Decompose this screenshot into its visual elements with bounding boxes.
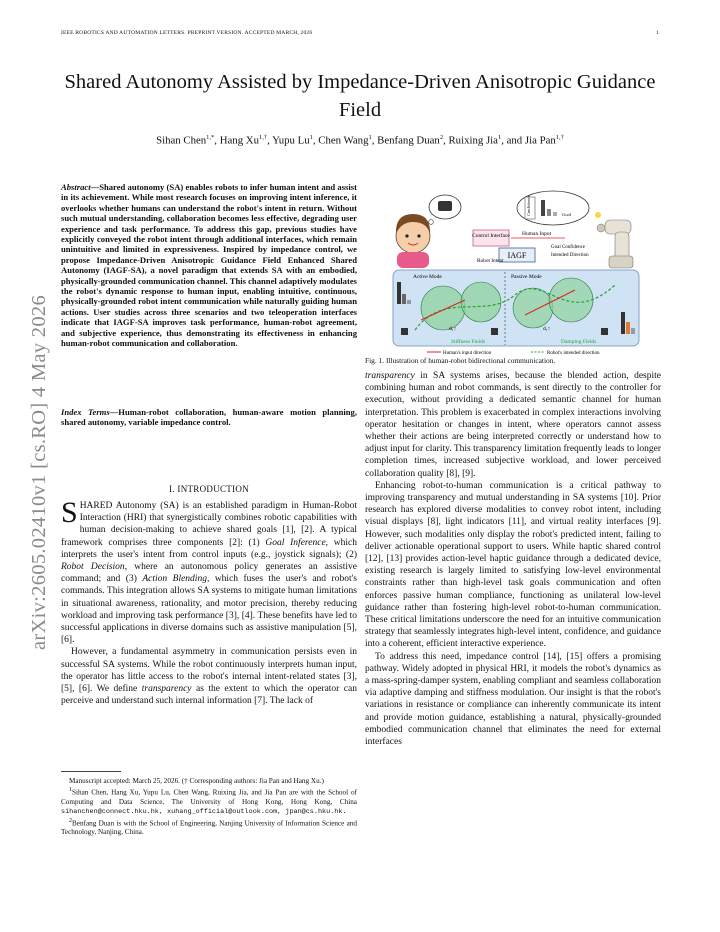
intro-left-column: [61, 496, 357, 707]
p1-text-b: , which interprets the user's intent from control inputs (e.g., joystick signals); (2): [61, 537, 357, 560]
figure-1: [365, 190, 657, 356]
footnote-3: [61, 817, 357, 838]
author-affiliation-mark: 1,†: [555, 134, 564, 141]
footnote-1: Manuscript accepted: March 25, 2026. († Corresponding authors: Jia Pan and Hang Xu.): [69, 777, 324, 785]
d1-label-left: d₁↑: [449, 326, 457, 332]
right-paragraph-3: To address this need, impedance control [14], [15] offers a promising pathway. Widely adopted in physical HRI, it models the robot's dynamics as a mass-spring-damper system, enabling compliant and seamless collaboration via adaptive damping and stiffness modulation. Our insight is that the robot's variations in resistance or compliance can inherently communicate its intent and provide motion guidance, establishing a natural, physically-grounded embodied communication channel that eliminates the need for external interfaces: [365, 651, 661, 748]
d1-label-right: d₁↑: [543, 326, 551, 332]
term-transparency: transparency: [141, 684, 192, 695]
author-name: Yupu Lu: [272, 134, 310, 147]
term-action-blending: Action Blending: [142, 574, 207, 585]
index-terms: [61, 407, 357, 428]
author-affiliation-mark: 1,*: [206, 134, 215, 141]
author-affiliation-mark: 2: [439, 134, 444, 141]
author-list: Sihan Chen$^{1,*}$, Hang $Xu^{1,\dagger}$, Yupu Lu$^1$, Chen Wang$^1$, Benfang Duan$^2$, Ruixing Jia$^1$, and Jia Pan$^{1,\dagger}$: [156, 134, 564, 147]
footnote-emails: sihanchen@connect.hku.hk, xuhang_official@outlook.com, jpan@cs.hku.hk.: [61, 807, 347, 816]
right-p1-text: in SA systems arises, because the blended action, despite combining human and robot commands, is sent directly to the controller for execution, without providing a dedicated semantic channel for human interpretation. This problem is exacerbated in complex interactions involving operator hesitation or changes in intent, where operators cannot assess whether their actions are being interpreted correctly or understand how to adjust input for clarity. This transparency limitation frequently leads to longer completion times, increased subjective workload, and lower perceived collaboration quality [8], [9].: [365, 371, 661, 479]
author-affiliation-mark: 1: [497, 134, 502, 141]
term-goal-inference: Goal Inference: [265, 537, 326, 548]
author-name: Chen Wang: [318, 134, 369, 147]
goal-axis-label: Goal: [562, 212, 571, 217]
footnote-rule: [61, 771, 121, 772]
footnote-2-text: Sihan Chen, Hang Xu, Yupu Lu, Chen Wang, Ruixing Jia, and Jia Pan are with the School of Computing and Data Science, The University of Hong Kong, Hong Kong, China: [61, 788, 357, 806]
p2-text-a: However, a fundamental asymmetry in communication persists even in successful SA systems. While the robot continuously interprets human input, the operator has little access to the robot's internal intent-related states [3], [5], [6]. We define: [61, 647, 357, 695]
dropcap: S: [61, 496, 78, 529]
human-input-label: Human Input: [522, 231, 552, 237]
author-affiliation-mark: 1,†: [258, 134, 268, 141]
stiffness-fields-label: Stiffness Fields: [451, 339, 485, 345]
intro-right-column: [365, 370, 661, 748]
control-interface-label: Control Interface: [472, 233, 510, 239]
intended-direction-label: Intended Direction: [551, 253, 589, 258]
legend-human-label: Human's input direction: [443, 351, 492, 356]
joystick-icon-mid: [491, 328, 498, 335]
figure-caption: Fig. 1. Illustration of human-robot bidirectional communication.: [365, 356, 556, 365]
footnotes: [61, 777, 357, 837]
author-affiliation-mark: 1: [309, 134, 313, 141]
arxiv-stamp: arXiv:2605.02410v1 [cs.RO] 4 May 2026: [28, 294, 50, 650]
author-name: Ruixing Jia: [448, 134, 498, 147]
running-header: IEEE ROBOTICS AND AUTOMATION LETTERS. PREPRINT VERSION. ACCEPTED MARCH, 2026: [61, 30, 313, 36]
p1-text-d: , which fuses the user's and robot's commands. This integration allows SA systems to mitigate human limitations in situational awareness, rationality, and motor precision, thereby reducing workload and improving task performance [3], [4]. These benefits have led to successful applications in diverse domains such as assistive manipulation [5], [6].: [61, 574, 357, 646]
page-number: 1: [656, 30, 659, 36]
right-paragraph-2: Enhancing robot-to-human communication is a critical pathway to improving transparency and mutual understanding in SA systems [10]. Prior research has explored diverse modalities to convey robot intent, including visual displays [8], light indicators [11], and virtual reality interfaces [9]. However, such modalities only display the robot's predicted intent, failing to deliver actionable operational support to users. While haptic shared control [12], [13] provides action-level haptic guidance through a dedicated device, existing research is largely limited to satisfying low-level environmental constraints rather than high-level task goals communication and often enforces passive human compliance, functioning as unilateral low-level guidance rather than fostering high-level robot-to-human communication. These critical limitations underscore the need for an intuitive communication strategy that seamlessly integrates high-level intent, confidence, and guidance into a coherent, efficient interactive experience.: [365, 480, 661, 650]
p1-text-c: , where an autonomous policy generates an assistive command; and (3): [61, 562, 357, 585]
goal-confidence-label: Goal Confidence: [551, 245, 586, 250]
author-name: Sihan Chen: [156, 134, 207, 147]
footnote-2-mark: 1: [69, 787, 72, 794]
robot-intent-label: Robot Intent: [477, 258, 504, 264]
term-transparency-2: transparency: [365, 371, 415, 381]
abstract: [61, 182, 357, 349]
footnote-3-mark: 2: [69, 817, 72, 824]
footnote-3-text: Benfang Duan is with the School of Engineering, Nanjing University of Information Science and Technology, Nanjing, China.: [61, 819, 357, 837]
damping-fields-label: Damping Fields: [561, 339, 597, 345]
section-heading: I. INTRODUCTION: [169, 484, 249, 494]
confidence-axis-label: Confidence: [526, 195, 531, 216]
passive-mode-label: Passive Mode: [511, 274, 542, 280]
abstract-body: Shared autonomy (SA) enables robots to infer human intent and assist in its achievement. While most research focuses on improving intent inference, it overlooks whether humans can understand the robot's intent in return. Without such mutual understanding, collaboration becomes less effective, degrading user experience and task performance. To address this gap, previous studies have explicitly conveyed the robot intent through additional interfaces, which remain unintuitive and limited in expressiveness. Inspired by impedance control, we propose Impedance-Driven Anisotropic Guidance Field Enhanced Shared Autonomy (IAGF-SA), a novel paradigm that extends SA with an embodied, physically-grounded communication channel. This channel adaptively modulates the robot's dynamic response to human input, enabling intuitive, continuous, physically-grounded robot intent communication while naturally guiding human actions. User studies across three scenarios and two teleoperation interfaces indicate that IAGF-SA improves task performance, human-robot agreement, and subjective experience, thus demonstrating its effectiveness in enhancing human-robot communication and collaboration.: [61, 182, 357, 349]
index-terms-body: Human-robot collaboration, human-aware motion planning, shared autonomy, variable impedance control.: [61, 407, 357, 428]
term-robot-decision: Robot Decision: [61, 562, 125, 573]
author-name: Benfang Duan: [377, 134, 440, 147]
legend-robot-label: Robot's intended direction: [547, 351, 600, 356]
author-affiliation-mark: 1: [368, 134, 372, 141]
robot-arm-icon: [595, 212, 633, 268]
thought-bubble-human: [429, 195, 461, 224]
intro-paragraph-1: [61, 496, 357, 646]
right-paragraph-1: [365, 370, 661, 480]
author-name: Hang Xu: [219, 134, 259, 147]
thought-bubble-robot: [517, 191, 589, 225]
p2-text-b: as the extent to which the operator can perceive and understand such internal information [7]. The lack of: [61, 684, 357, 707]
iagf-label: IAGF: [507, 251, 527, 260]
abstract-lead: Abstract—: [61, 182, 100, 192]
p1-text-a: HARED Autonomy (SA) is an established paradigm in Human-Robot Interaction (HRI) that synergistically combines robotic capabilities with human decision-making to achieve shared goals [1], [2]. A typical framework comprises three components [2]: (1): [61, 501, 357, 548]
joystick-icon-right: [601, 328, 608, 335]
joystick-icon-left: [401, 328, 408, 335]
paper-title: Shared Autonomy Assisted by Impedance-Driven Anisotropic Guidance Field: [64, 71, 656, 121]
intro-paragraph-2: [61, 646, 357, 707]
index-terms-lead: Index Terms—: [61, 407, 119, 417]
author-name: Jia Pan: [524, 134, 556, 147]
active-mode-label: Active Mode: [413, 274, 442, 280]
footnote-2: [61, 786, 357, 817]
human-avatar: [396, 214, 430, 268]
